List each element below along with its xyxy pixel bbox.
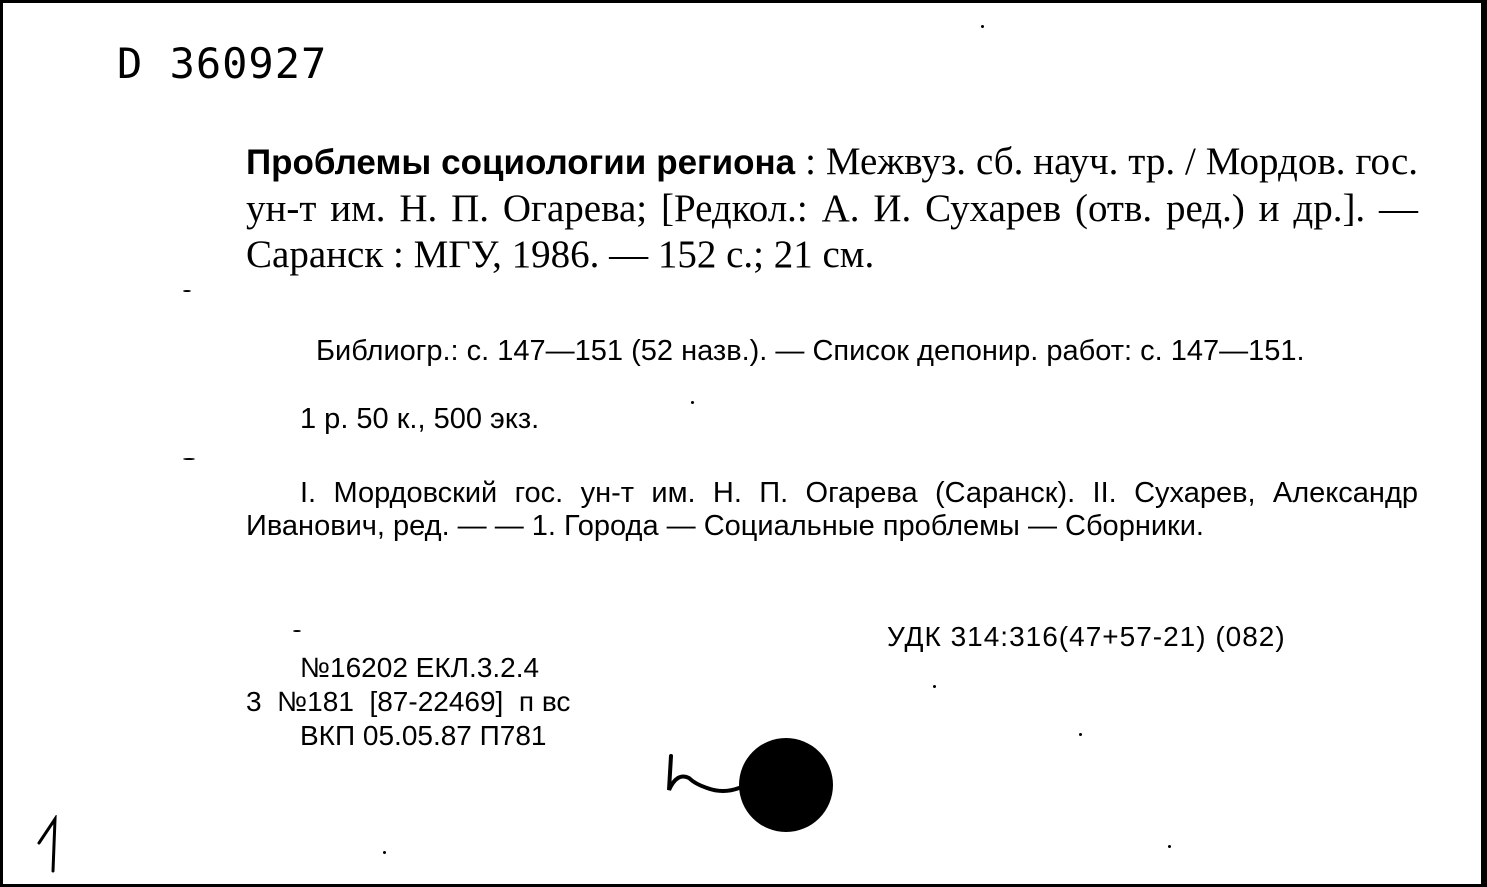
speck	[1168, 845, 1171, 848]
udk-code: УДК 314:316(47+57-21) (082)	[887, 621, 1286, 652]
speck	[691, 401, 694, 404]
speck	[293, 630, 301, 632]
card-edge	[1481, 0, 1487, 887]
service-notes	[246, 651, 570, 753]
tracings: I. Мордовский гос. ун-т им. Н. П. Огарева (Саранск). II. Сухарев, Александр Иванович, ред. — — 1. Города — Социальные проблемы — Сборники.	[246, 477, 1418, 542]
book-title: Проблемы социологии региона	[246, 143, 796, 182]
bibliography-note: Библиогр.: с. 147—151 (52 назв.). — Список депонир. работ: с. 147—151.	[316, 335, 1305, 367]
service-line-2: 3 №181 [87-22469] п вс	[246, 686, 571, 717]
speck	[933, 685, 936, 688]
service-line-3: ВКП 05.05.87 П781	[300, 720, 547, 751]
description-rest: : Межвуз. сб. науч. тр. / Мордов. гос. ун-т им. Н. П. Огарева; [Редкол.: А. И. Сухарев (отв. ред.) и др.]. — Саранск : МГУ, 1986. — 152 с.; 21 см.	[246, 140, 1418, 276]
handwritten-stamp	[663, 738, 843, 848]
speck	[183, 458, 195, 460]
speck	[981, 25, 984, 28]
price-note: 1 р. 50 к., 500 экз.	[300, 403, 540, 435]
bibliographic-description	[246, 139, 1418, 278]
speck	[383, 851, 386, 854]
speck	[1079, 733, 1082, 736]
handwritten-one-mark	[33, 815, 73, 875]
accession-number: D 360927	[117, 39, 328, 88]
speck	[183, 290, 191, 292]
notes-block	[246, 335, 1418, 367]
service-line-1: №16202 ЕКЛ.3.2.4	[300, 652, 540, 683]
